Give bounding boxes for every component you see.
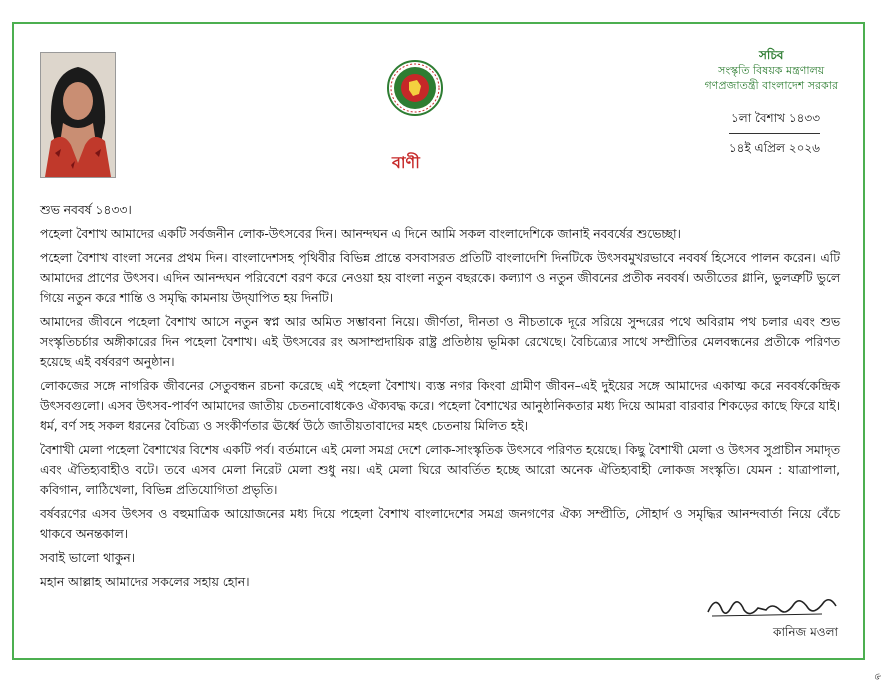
issuer-government: গণপ্রজাতন্ত্রী বাংলাদেশ সরকার (704, 79, 838, 92)
page-title: বাণী (392, 153, 420, 172)
date-bangla: ১লা বৈশাখ ১৪৩৩ (729, 110, 820, 134)
paragraph: মহান আল্লাহ আমাদের সকলের সহায় হোন। (40, 575, 250, 589)
issuer-role: সচিব (758, 48, 784, 62)
paragraph: সবাই ভালো থাকুন। (40, 551, 136, 565)
portrait-photo (40, 52, 116, 178)
paragraph: বর্ষবরণের এসব উৎসব ও বহুমাত্রিক আয়োজনের মধ্য দিয়ে পহেলা বৈশাখ বাংলাদেশের সমগ্র জনগণের ঐক্য সম্প্রীতি, সৌহার্দ ও সমৃদ্ধির আনন্দবার্তা নিয়ে বেঁচে থাকবে অনন্তকাল। (40, 507, 840, 541)
date-block (729, 110, 820, 160)
message-body (40, 200, 840, 596)
paragraph: পহেলা বৈশাখ আমাদের একটি সর্বজনীন লোক-উৎসবের দিন। আনন্দঘন এ দিনে আমি সকল বাংলাদেশিকে জানাই নববর্ষের শুভেচ্ছা। (40, 227, 681, 241)
paragraph: পহেলা বৈশাখ বাংলা সনের প্রথম দিন। বাংলাদেশসহ পৃথিবীর বিভিন্ন প্রান্তে বসবাসরত প্রতিটি বাংলাদেশি দিনটিকে উৎসবমুখরভাবে নববর্ষ হিসেবে পালন করেন। এটি আমাদের প্রাণের উৎসব। এদিন আনন্দঘন পরিবেশে বরণ করে নেওয়া হয় বাংলা নতুন বছরকে। কল্যাণ ও নতুন জীবনের প্রতীক নববর্ষ। অতীতের গ্লানি, ভুলত্রুটি ভুলে গিয়ে নতুন করে শান্তি ও সমৃদ্ধি কামনায় উদ্‌যাপিত হয় দিনটি। (40, 251, 840, 305)
issuer-block (704, 48, 838, 93)
paragraph: লোকজের সঙ্গে নাগরিক জীবনের সেতুবন্ধন রচনা করেছে এই পহেলা বৈশাখ। ব্যস্ত নগর কিংবা গ্রামীণ জীবন–এই দুইয়ের সঙ্গে আমাদের একাত্ম করে নববর্ষকেন্দ্রিক উৎসবগুলো। এসব উৎসব-পার্বণ আমাদের জাতীয় চেতনাবোধকেও ঐক্যবদ্ধ করে। পহেলা বৈশাখের আনুষ্ঠানিকতার মধ্য দিয়ে আমরা বারবার শিকড়ের কাছে ফিরে যাই। ধর্ম, বর্ণ সহ সকল ধরনের বৈচিত্র্য ও সংকীর্ণতার ঊর্ধ্বে উঠে জাতীয়তাবাদের মহৎ চেতনায় মিলিত হই। (40, 379, 840, 433)
page-number: ৬ (872, 673, 884, 680)
government-seal-icon (387, 60, 443, 116)
signature-scribble (702, 588, 842, 624)
date-english: ১৪ই এপ্রিল ২০২৬ (728, 141, 820, 155)
paragraph: আমাদের জীবনে পহেলা বৈশাখ আসে নতুন স্বপ্ন আর অমিত সম্ভাবনা নিয়ে। জীর্ণতা, দীনতা ও নীচতাকে দূরে সরিয়ে সুন্দরের পথে অবিরাম পথ চলার এবং শুভ সংস্কৃতিচর্চার অঙ্গীকারের দিন পহেলা বৈশাখ। এই উৎসবের রং অসাম্প্রদায়িক রাষ্ট্র প্রতিষ্ঠায় ভূমিকা রেখেছে। বৈচিত্র্যের সাথে সম্প্রীতির মেলবন্ধনের প্রতীকে পরিণত হয়েছে এই বর্ষবরণ অনুষ্ঠান। (40, 315, 840, 369)
signatory-name: কানিজ মওলা (773, 625, 838, 639)
paragraph: বৈশাখী মেলা পহেলা বৈশাখের বিশেষ একটি পর্ব। বর্তমানে এই মেলা সমগ্র দেশে লোক-সাংস্কৃতিক উৎসবে পরিণত হয়েছে। কিছু বৈশাখী মেলা ও উৎসব সুপ্রাচীন সমাদৃত এবং ঐতিহ্যবাহীও বটে। তবে এসব মেলা নিরেট মেলা শুধু নয়। এই মেলা ঘিরে আবর্তিত হচ্ছে আরো অনেক ঐতিহ্যবাহী লোকজ সংস্কৃতি। যেমন : যাত্রাপালা, কবিগান, লাঠিখেলা, বিভিন্ন প্রতিযোগিতা প্রভৃতি। (40, 443, 840, 497)
issuer-ministry: সংস্কৃতি বিষয়ক মন্ত্রণালয় (718, 64, 825, 77)
paragraph: শুভ নববর্ষ ১৪৩৩। (40, 203, 132, 217)
